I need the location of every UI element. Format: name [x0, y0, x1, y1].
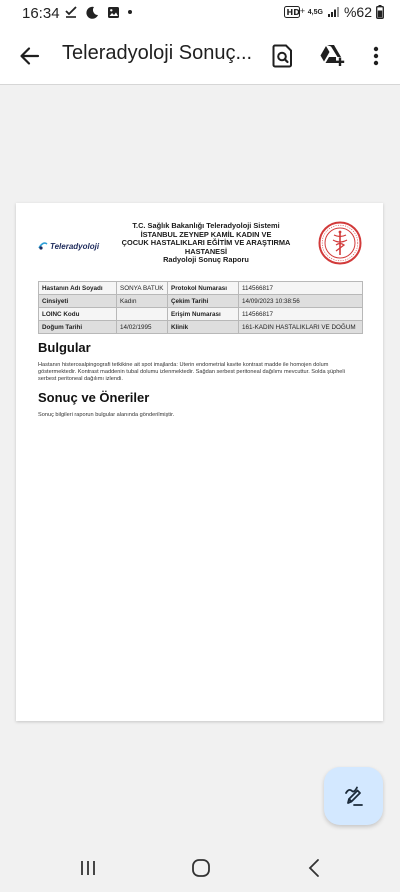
table-row — [39, 295, 363, 308]
status-bar — [0, 0, 400, 28]
ministry-seal-icon — [318, 221, 362, 265]
battery-icon — [376, 5, 384, 19]
recent-apps-button[interactable] — [76, 856, 100, 880]
field-value: 114566817 — [239, 282, 363, 295]
table-row — [39, 282, 363, 295]
field-label: Protokol Numarası — [168, 282, 239, 295]
field-value: 161-KADIN HASTALIKLARI VE DOĞUM — [239, 321, 363, 334]
conclusion-text: Sonuç bilgileri raporun bulgular alanında gönderilmiştir. — [38, 412, 175, 418]
home-button[interactable] — [189, 856, 213, 880]
svg-text:+: + — [299, 7, 306, 15]
patient-info-table — [38, 281, 363, 334]
field-value: 114566817 — [239, 308, 363, 321]
hd-voice-icon — [284, 6, 304, 18]
field-label: Erişim Numarası — [168, 308, 239, 321]
arrow-left-icon — [18, 45, 40, 67]
find-in-document-button[interactable] — [270, 42, 296, 70]
system-navigation-bar — [0, 842, 400, 892]
pdf-page[interactable] — [16, 203, 383, 721]
field-value: Kadın — [117, 295, 168, 308]
status-time: 16:34 — [22, 5, 60, 22]
header-line: İSTANBUL ZEYNEP KAMİL KADIN VE — [140, 229, 272, 239]
annotate-fab[interactable] — [324, 767, 383, 825]
drive-add-icon — [319, 43, 347, 67]
recent-apps-icon — [79, 859, 97, 877]
network-type: 4,5G — [307, 8, 323, 16]
report-header — [106, 222, 306, 265]
add-to-drive-button[interactable] — [318, 41, 348, 69]
image-icon — [107, 6, 120, 19]
field-value: SONYA BATUK — [117, 282, 168, 295]
more-options-button[interactable] — [368, 42, 384, 70]
signal-icon — [327, 6, 340, 18]
header-line: T.C. Sağlık Bakanlığı Teleradyoloji Sistemi — [132, 221, 280, 230]
field-label: Klinik — [168, 321, 239, 334]
pen-annotate-icon — [342, 784, 366, 808]
document-title: Teleradyoloji Sonuç... — [62, 42, 253, 64]
chevron-left-icon — [307, 858, 321, 878]
header-line: Radyoloji Sonuç Raporu — [163, 255, 249, 265]
field-label: Doğum Tarihi — [39, 321, 117, 334]
findings-heading: Bulgular — [38, 340, 91, 355]
app-bar — [0, 28, 400, 84]
field-value: 14/09/2023 10:38:56 — [239, 295, 363, 308]
check-download-icon — [64, 5, 78, 19]
field-label: Cinsiyeti — [39, 295, 117, 308]
field-label: Çekim Tarihi — [168, 295, 239, 308]
field-value — [117, 308, 168, 321]
home-icon — [191, 858, 211, 878]
teleradyoloji-logo-icon — [38, 241, 48, 251]
field-label: Hastanın Adı Soyadı — [39, 282, 117, 295]
field-label: LOINC Kodu — [39, 308, 117, 321]
back-nav-button[interactable] — [302, 856, 326, 880]
table-row — [39, 321, 363, 334]
status-system-icons — [284, 4, 384, 20]
document-search-icon — [272, 44, 294, 68]
logo-text: Teleradyoloji — [50, 241, 100, 251]
header-line: HASTANESİ — [184, 246, 228, 256]
conclusion-heading: Sonuç ve Öneriler — [38, 390, 150, 405]
moon-icon — [86, 6, 99, 19]
header-line: ÇOCUK HASTALIKLARI EĞİTİM VE ARAŞTIRMA — [121, 238, 291, 248]
battery-level: %62 — [343, 4, 372, 20]
svg-text:HD: HD — [286, 8, 300, 17]
more-dot-icon — [128, 10, 132, 14]
findings-text: Hastanın histerosalpingografi tetkikine ait spot imajlarda: Uterin endometrial kavite kontrast madde ile homojen dolum göstermektedir. Kontrast maddenin tubal dolumu izlenmektedir. Sağdan serbest peritoneal dağılımı mevcuttur. Solda şüpheli serbest peritoneal dağılımı izlendi. — [38, 362, 345, 383]
more-vert-icon — [373, 46, 379, 66]
table-row — [39, 308, 363, 321]
status-notification-icons — [64, 5, 132, 19]
teleradyoloji-logo — [38, 241, 99, 251]
ministry-seal — [318, 221, 362, 270]
field-value: 14/02/1995 — [117, 321, 168, 334]
app-bar-divider — [0, 84, 400, 85]
back-button[interactable] — [16, 43, 42, 69]
